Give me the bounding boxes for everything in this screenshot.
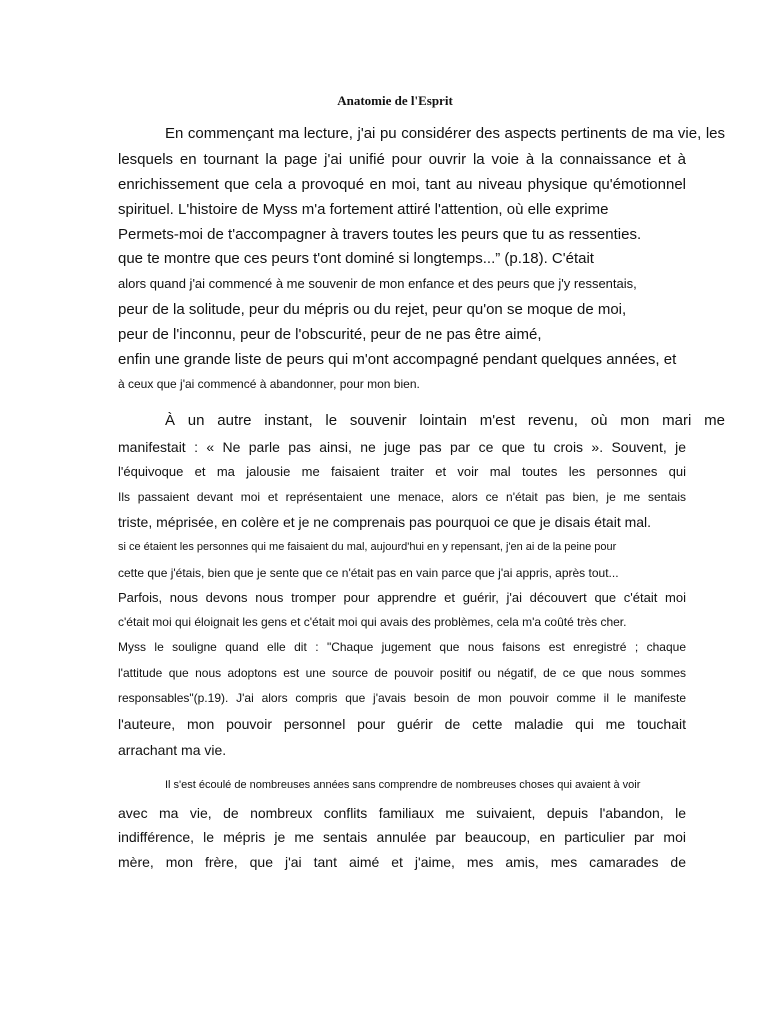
text-line: c'était moi qui éloignait les gens et c'était moi qui avais des problèmes, cela m'a coûté très cher. xyxy=(118,615,627,629)
text-line: l'auteure, mon pouvoir personnel pour guérir de cette maladie qui me touchait xyxy=(118,716,686,732)
text-line: À un autre instant, le souvenir lointain m'est revenu, où mon mari me xyxy=(165,412,725,429)
text-line: spirituel. L'histoire de Myss m'a fortement attiré l'attention, où elle exprime xyxy=(118,201,609,218)
text-line: Myss le souligne quand elle dit : "Chaque jugement que nous faisons est enregistré ; chaque xyxy=(118,640,686,654)
text-line: que te montre que ces peurs t'ont dominé si longtemps...” (p.18). C'était xyxy=(118,250,594,267)
text-line: à ceux que j'ai commencé à abandonner, pour mon bien. xyxy=(118,377,420,391)
text-line: Permets-moi de t'accompagner à travers toutes les peurs que tu as ressenties. xyxy=(118,226,642,243)
text-line: l'attitude que nous adoptons est une source de pouvoir positif ou négatif, de ce que nous sommes xyxy=(118,666,686,680)
text-line: indifférence, le mépris je me sentais annulée par beaucoup, en particulier par moi xyxy=(118,829,686,845)
text-line: enrichissement que cela a provoqué en moi, tant au niveau physique qu'émotionnel xyxy=(118,176,686,193)
text-line: responsables"(p.19). J'ai alors compris que j'avais besoin de mon pouvoir comme il le manifeste xyxy=(118,691,686,705)
text-line: arrachant ma vie. xyxy=(118,742,227,758)
page-title: Anatomie de l'Esprit xyxy=(337,93,453,108)
text-line: Ils passaient devant moi et représentaient une menace, alors ce n'était pas bien, je me sentais xyxy=(118,490,686,504)
text-line: manifestait : « Ne parle pas ainsi, ne juge pas par ce que tu crois ». Souvent, je xyxy=(118,439,686,455)
text-line: alors quand j'ai commencé à me souvenir de mon enfance et des peurs que j'y ressentais, xyxy=(118,276,637,291)
text-line: peur de la solitude, peur du mépris ou du rejet, peur qu'on se moque de moi, xyxy=(118,301,627,318)
text-line: En commençant ma lecture, j'ai pu considérer des aspects pertinents de ma vie, les xyxy=(165,125,725,142)
text-line: lesquels en tournant la page j'ai unifié pour ouvrir la voie à la connaissance et à xyxy=(118,151,686,168)
text-line: triste, méprisée, en colère et je ne comprenais pas pourquoi ce que je disais était mal. xyxy=(118,514,652,530)
text-line: cette que j'étais, bien que je sente que ce n'était pas en vain parce que j'ai appris, après tout... xyxy=(118,566,619,580)
text-line: si ce étaient les personnes qui me faisaient du mal, aujourd'hui en y repensant, j'en ai de la peine pour xyxy=(118,541,617,553)
text-line: avec ma vie, de nombreux conflits familiaux me suivaient, depuis l'abandon, le xyxy=(118,805,686,821)
text-line: enfin une grande liste de peurs qui m'ont accompagné pendant quelques années, et xyxy=(118,351,677,368)
text-line: Il s'est écoulé de nombreuses années sans comprendre de nombreuses choses qui avaient à voir xyxy=(165,779,641,791)
text-line: Parfois, nous devons nous tromper pour apprendre et guérir, j'ai découvert que c'était moi xyxy=(118,590,686,605)
text-line: l'équivoque et ma jalousie me faisaient traiter et voir mal toutes les personnes qui xyxy=(118,464,686,479)
text-line: mère, mon frère, que j'ai tant aimé et j'aime, mes amis, mes camarades de xyxy=(118,854,686,870)
text-line: peur de l'inconnu, peur de l'obscurité, peur de ne pas être aimé, xyxy=(118,326,542,343)
